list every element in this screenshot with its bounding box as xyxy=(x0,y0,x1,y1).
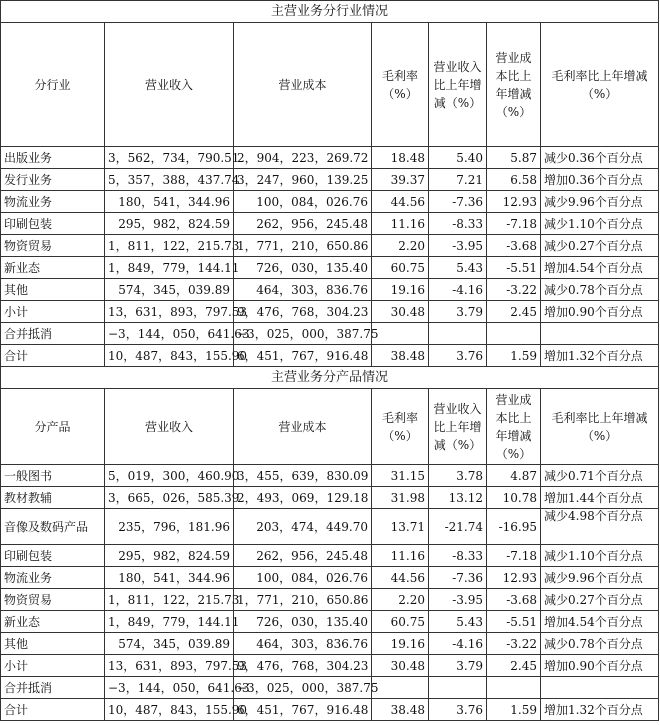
industry-cell: 5，357，388，437.74 xyxy=(105,169,234,191)
product-cell: 12.93 xyxy=(487,567,541,589)
product-cell: 13.71 xyxy=(372,509,429,545)
industry-cell: -4.16 xyxy=(429,279,487,301)
product-cell: 3，665，026，585.39 xyxy=(105,487,234,509)
product-cell: 减少4.98个百分点 xyxy=(541,509,659,545)
product-cell: 5.43 xyxy=(429,611,487,633)
industry-cell: 减少1.10个百分点 xyxy=(541,213,659,235)
industry-cell: 39.37 xyxy=(372,169,429,191)
product-table-row xyxy=(1,509,659,545)
product-cell: 增加4.54个百分点 xyxy=(541,611,659,633)
industry-cell: 增加0.90个百分点 xyxy=(541,301,659,323)
industry-cell: -5.51 xyxy=(487,257,541,279)
industry-cell: 295，982，824.59 xyxy=(105,213,234,235)
industry-cell: 2.20 xyxy=(372,235,429,257)
industry-cell: 印刷包装 xyxy=(1,213,105,235)
product-cell: 1，771，210，650.86 xyxy=(234,589,372,611)
product-cell: 2.45 xyxy=(487,655,541,677)
industry-table-row xyxy=(1,191,659,213)
industry-header-1: 营业收入 xyxy=(105,23,234,147)
product-cell: 44.56 xyxy=(372,567,429,589)
industry-cell: 60.75 xyxy=(372,257,429,279)
product-cell: 3，455，639，830.09 xyxy=(234,465,372,487)
product-cell: 其他 xyxy=(1,633,105,655)
product-cell: 音像及数码产品 xyxy=(1,509,105,545)
product-table-row xyxy=(1,611,659,633)
industry-cell: 1，771，210，650.86 xyxy=(234,235,372,257)
industry-cell: 发行业务 xyxy=(1,169,105,191)
product-table-row xyxy=(1,633,659,655)
industry-header-3: 毛利率（%） xyxy=(372,23,429,147)
product-cell: -7.18 xyxy=(487,545,541,567)
product-cell: 10，487，843，155.90 xyxy=(105,699,234,721)
product-cell: 教材教辅 xyxy=(1,487,105,509)
product-cell: 一般图书 xyxy=(1,465,105,487)
industry-cell: 19.16 xyxy=(372,279,429,301)
table-body xyxy=(1,1,659,721)
industry-table-row xyxy=(1,213,659,235)
product-cell: -21.74 xyxy=(429,509,487,545)
product-cell: -3.22 xyxy=(487,633,541,655)
product-cell: 1.59 xyxy=(487,699,541,721)
industry-cell: 物资贸易 xyxy=(1,235,105,257)
product-table-row xyxy=(1,699,659,721)
industry-cell: 5.43 xyxy=(429,257,487,279)
product-table-row xyxy=(1,589,659,611)
industry-cell: 3，247，960，139.25 xyxy=(234,169,372,191)
product-cell xyxy=(487,677,541,699)
product-cell xyxy=(372,677,429,699)
product-header-5: 营业成本比上年增减（%） xyxy=(487,389,541,465)
industry-cell: 物流业务 xyxy=(1,191,105,213)
industry-title-row xyxy=(1,1,659,23)
product-cell: 4.87 xyxy=(487,465,541,487)
product-header-3: 毛利率（%） xyxy=(372,389,429,465)
industry-table-row xyxy=(1,279,659,301)
industry-cell: 1.59 xyxy=(487,345,541,367)
product-cell: 减少1.10个百分点 xyxy=(541,545,659,567)
industry-header-6: 毛利率比上年增减（%） xyxy=(541,23,659,147)
product-cell: 3.76 xyxy=(429,699,487,721)
product-cell: 31.98 xyxy=(372,487,429,509)
product-cell: 464，303，836.76 xyxy=(234,633,372,655)
industry-cell: 1，849，779，144.11 xyxy=(105,257,234,279)
product-cell: 19.16 xyxy=(372,633,429,655)
industry-cell: 180，541，344.96 xyxy=(105,191,234,213)
industry-cell: 减少0.27个百分点 xyxy=(541,235,659,257)
product-cell: 10.78 xyxy=(487,487,541,509)
product-cell: 30.48 xyxy=(372,655,429,677)
industry-cell: 262，956，245.48 xyxy=(234,213,372,235)
industry-table-row xyxy=(1,235,659,257)
product-cell: 增加1.44个百分点 xyxy=(541,487,659,509)
product-cell: 2.20 xyxy=(372,589,429,611)
product-cell xyxy=(541,677,659,699)
industry-cell: 38.48 xyxy=(372,345,429,367)
product-cell: 574，345，039.89 xyxy=(105,633,234,655)
product-cell: -16.95 xyxy=(487,509,541,545)
product-cell: 726，030，135.40 xyxy=(234,611,372,633)
industry-cell: 出版业务 xyxy=(1,147,105,169)
industry-cell: 5.40 xyxy=(429,147,487,169)
industry-cell xyxy=(487,323,541,345)
product-cell: 小计 xyxy=(1,655,105,677)
product-cell: −3，144，050，641.63 xyxy=(105,677,234,699)
industry-cell: 18.48 xyxy=(372,147,429,169)
industry-cell: 726，030，135.40 xyxy=(234,257,372,279)
product-cell: 2，493，069，129.18 xyxy=(234,487,372,509)
product-cell: 203，474，449.70 xyxy=(234,509,372,545)
industry-table-row xyxy=(1,169,659,191)
industry-header-4: 营业收入比上年增减（%） xyxy=(429,23,487,147)
product-header-6: 毛利率比上年增减（%） xyxy=(541,389,659,465)
product-cell: 235，796，181.96 xyxy=(105,509,234,545)
industry-cell xyxy=(541,323,659,345)
product-cell: 13.12 xyxy=(429,487,487,509)
industry-cell: 44.56 xyxy=(372,191,429,213)
product-cell: -4.16 xyxy=(429,633,487,655)
product-cell xyxy=(429,677,487,699)
product-cell: 减少0.71个百分点 xyxy=(541,465,659,487)
industry-cell: 11.16 xyxy=(372,213,429,235)
industry-cell: 9，476，768，304.23 xyxy=(234,301,372,323)
industry-cell: −3，144，050，641.63 xyxy=(105,323,234,345)
industry-cell: -8.33 xyxy=(429,213,487,235)
product-cell: 180，541，344.96 xyxy=(105,567,234,589)
industry-cell: 合计 xyxy=(1,345,105,367)
industry-cell: 13，631，893，797.53 xyxy=(105,301,234,323)
product-cell: 60.75 xyxy=(372,611,429,633)
industry-cell: 3.76 xyxy=(429,345,487,367)
product-cell: 262，956，245.48 xyxy=(234,545,372,567)
industry-cell: 增加1.32个百分点 xyxy=(541,345,659,367)
industry-header-5: 营业成本比上年增减（%） xyxy=(487,23,541,147)
industry-cell: -3.68 xyxy=(487,235,541,257)
industry-table-row xyxy=(1,147,659,169)
product-cell: 31.15 xyxy=(372,465,429,487)
industry-cell: 5.87 xyxy=(487,147,541,169)
product-cell: 11.16 xyxy=(372,545,429,567)
product-cell: -3.95 xyxy=(429,589,487,611)
industry-cell: -7.18 xyxy=(487,213,541,235)
product-cell: 合计 xyxy=(1,699,105,721)
industry-cell: 2，904，223，269.72 xyxy=(234,147,372,169)
product-header-2: 营业成本 xyxy=(234,389,372,465)
product-cell: 增加0.90个百分点 xyxy=(541,655,659,677)
product-cell: −3，025，000，387.75 xyxy=(234,677,372,699)
product-cell: 增加1.32个百分点 xyxy=(541,699,659,721)
product-cell: 13，631，893，797.53 xyxy=(105,655,234,677)
industry-cell: 减少0.78个百分点 xyxy=(541,279,659,301)
industry-cell: 30.48 xyxy=(372,301,429,323)
product-cell: -3.68 xyxy=(487,589,541,611)
industry-cell: 7.21 xyxy=(429,169,487,191)
industry-table-row xyxy=(1,301,659,323)
industry-cell: 6，451，767，916.48 xyxy=(234,345,372,367)
product-cell: -7.36 xyxy=(429,567,487,589)
product-cell: 印刷包装 xyxy=(1,545,105,567)
industry-cell: 减少0.36个百分点 xyxy=(541,147,659,169)
industry-cell: 12.93 xyxy=(487,191,541,213)
product-cell: 1，849，779，144.11 xyxy=(105,611,234,633)
industry-cell: 6.58 xyxy=(487,169,541,191)
product-cell: -5.51 xyxy=(487,611,541,633)
product-header-4: 营业收入比上年增减（%） xyxy=(429,389,487,465)
product-cell: 100，084，026.76 xyxy=(234,567,372,589)
industry-cell: -3.22 xyxy=(487,279,541,301)
industry-cell: 新业态 xyxy=(1,257,105,279)
product-cell: 新业态 xyxy=(1,611,105,633)
product-cell: 合并抵消 xyxy=(1,677,105,699)
product-header-1: 营业收入 xyxy=(105,389,234,465)
industry-header-row xyxy=(1,23,659,147)
industry-table-row xyxy=(1,323,659,345)
product-cell: 减少0.78个百分点 xyxy=(541,633,659,655)
product-table-row xyxy=(1,567,659,589)
industry-cell xyxy=(429,323,487,345)
product-cell: 3.78 xyxy=(429,465,487,487)
product-cell: 减少0.27个百分点 xyxy=(541,589,659,611)
product-table-row xyxy=(1,677,659,699)
industry-table-row xyxy=(1,345,659,367)
product-table-row xyxy=(1,465,659,487)
product-table-row xyxy=(1,655,659,677)
industry-cell: -3.95 xyxy=(429,235,487,257)
product-cell: 9，476，768，304.23 xyxy=(234,655,372,677)
product-table-row xyxy=(1,487,659,509)
product-cell: 1，811，122，215.73 xyxy=(105,589,234,611)
industry-header-0: 分行业 xyxy=(1,23,105,147)
industry-cell: 3，562，734，790.51 xyxy=(105,147,234,169)
product-cell: 3.79 xyxy=(429,655,487,677)
industry-cell: -7.36 xyxy=(429,191,487,213)
industry-cell: −3，025，000，387.75 xyxy=(234,323,372,345)
product-cell: 295，982，824.59 xyxy=(105,545,234,567)
industry-cell: 464，303，836.76 xyxy=(234,279,372,301)
industry-cell: 减少9.96个百分点 xyxy=(541,191,659,213)
product-cell: 物流业务 xyxy=(1,567,105,589)
industry-section-title: 主营业务分行业情况 xyxy=(1,1,659,23)
product-header-row xyxy=(1,389,659,465)
industry-cell xyxy=(372,323,429,345)
industry-cell: 10，487，843，155.90 xyxy=(105,345,234,367)
industry-cell: 2.45 xyxy=(487,301,541,323)
product-cell: 5，019，300，460.90 xyxy=(105,465,234,487)
product-cell: 6，451，767，916.48 xyxy=(234,699,372,721)
product-section-title: 主营业务分产品情况 xyxy=(1,367,659,389)
product-table-row xyxy=(1,545,659,567)
product-cell: -8.33 xyxy=(429,545,487,567)
product-cell: 物资贸易 xyxy=(1,589,105,611)
industry-cell: 1，811，122，215.73 xyxy=(105,235,234,257)
industry-cell: 小计 xyxy=(1,301,105,323)
product-cell: 减少9.96个百分点 xyxy=(541,567,659,589)
industry-cell: 100，084，026.76 xyxy=(234,191,372,213)
industry-header-2: 营业成本 xyxy=(234,23,372,147)
industry-cell: 增加4.54个百分点 xyxy=(541,257,659,279)
product-header-0: 分产品 xyxy=(1,389,105,465)
industry-cell: 合并抵消 xyxy=(1,323,105,345)
industry-cell: 3.79 xyxy=(429,301,487,323)
industry-cell: 增加0.36个百分点 xyxy=(541,169,659,191)
industry-cell: 其他 xyxy=(1,279,105,301)
product-cell: 38.48 xyxy=(372,699,429,721)
industry-table-row xyxy=(1,257,659,279)
industry-cell: 574，345，039.89 xyxy=(105,279,234,301)
product-title-row xyxy=(1,367,659,389)
